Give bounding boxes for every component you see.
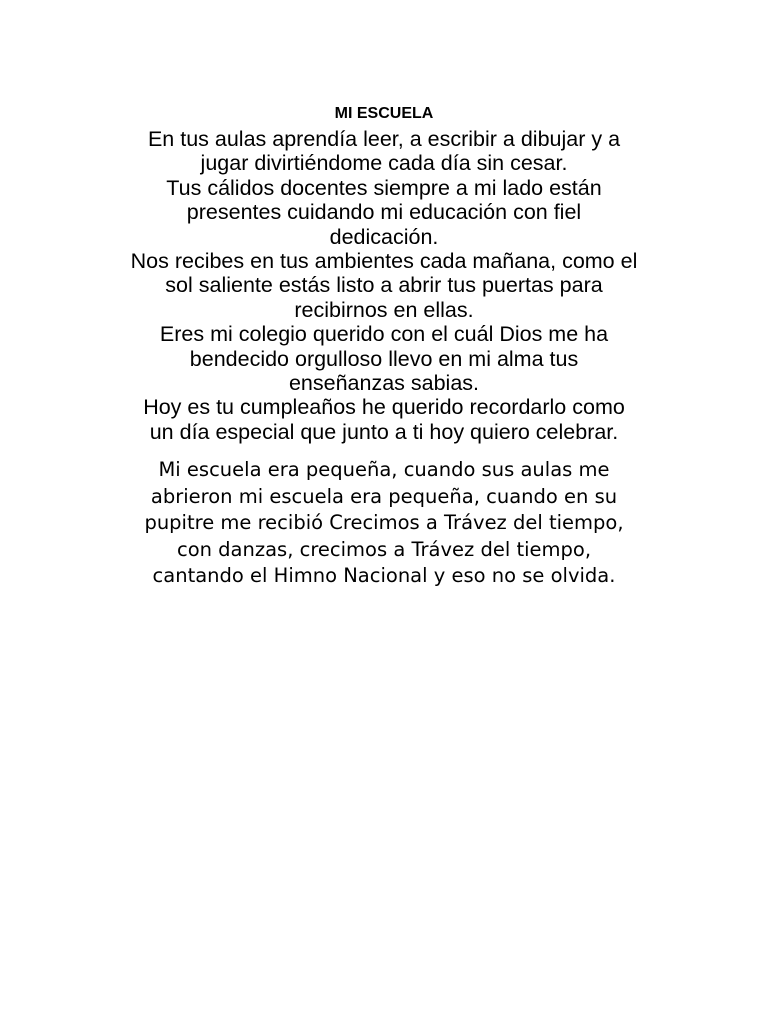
poem-line: enseñanzas sabias. bbox=[288, 371, 480, 396]
poem-line: bendecido orgulloso llevo en mi alma tus bbox=[189, 346, 579, 371]
poem-line: Hoy es tu cumpleaños he querido recordarlo como bbox=[143, 395, 625, 420]
poem-line: recibirnos en ellas. bbox=[294, 297, 474, 322]
poem-line: jugar divirtiéndome cada día sin cesar. bbox=[200, 151, 568, 176]
poem-line: cantando el Himno Nacional y eso no se olvida. bbox=[152, 564, 616, 587]
poem-line: Mi escuela era pequeña, cuando sus aulas me bbox=[158, 458, 610, 481]
poem-line: sol saliente estás listo a abrir tus puertas para bbox=[165, 273, 603, 298]
poem-line: un día especial que junto a ti hoy quiero celebrar. bbox=[149, 419, 619, 444]
poem-line: Nos recibes en tus ambientes cada mañana, como el bbox=[130, 249, 638, 274]
poem-line: En tus aulas aprendía leer, a escribir a dibujar y a bbox=[147, 127, 621, 151]
document-title: MI ESCUELA bbox=[334, 105, 434, 122]
poem-line: dedicación. bbox=[329, 224, 439, 249]
poem-line: pupitre me recibió Crecimos a Trávez del tiempo, bbox=[144, 511, 624, 534]
poem-line: Eres mi colegio querido con el cuál Dios me ha bbox=[159, 322, 609, 347]
poem-line: Tus cálidos docentes siempre a mi lado están bbox=[166, 175, 602, 200]
poem-body-part-2 bbox=[104, 457, 664, 590]
poem-line: presentes cuidando mi educación con fiel bbox=[186, 200, 582, 225]
poem-body-part-1 bbox=[104, 127, 664, 444]
poem-line: abrieron mi escuela era pequeña, cuando en su bbox=[150, 484, 618, 508]
poem-line: con danzas, crecimos a Trávez del tiempo, bbox=[176, 537, 592, 561]
